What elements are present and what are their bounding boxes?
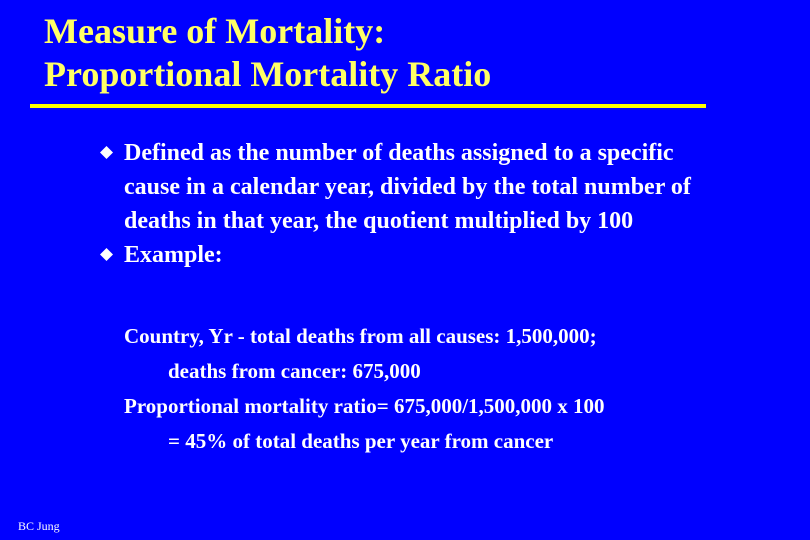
example-line-1: Country, Yr - total deaths from all causes: 1,500,000;: [124, 324, 597, 348]
bullet-text: Example:: [124, 242, 223, 268]
bullet-text: Defined as the number of deaths assigned to a specific cause in a calendar year, divided by the total number of deaths in that year, the quotient multiplied by 100: [124, 140, 691, 234]
example-line-4: = 45% of total deaths per year from cancer: [168, 429, 554, 453]
slide-title: [44, 10, 491, 96]
diamond-bullet-icon: [100, 146, 113, 159]
bullet-list: [0, 136, 810, 272]
example-block: [124, 319, 605, 459]
bullet-item-definition: [0, 136, 694, 238]
example-line-3: Proportional mortality ratio= 675,000/1,500,000 x 100: [124, 394, 605, 418]
title-line-2: Proportional Mortality Ratio: [44, 54, 492, 95]
example-line-2: deaths from cancer: 675,000: [168, 359, 421, 383]
bullet-item-example: [0, 238, 694, 272]
title-line-1: Measure of Mortality:: [44, 11, 386, 51]
diamond-bullet-icon: [100, 248, 113, 261]
title-underline: [30, 104, 706, 108]
footer-author: BC Jung: [18, 519, 60, 533]
